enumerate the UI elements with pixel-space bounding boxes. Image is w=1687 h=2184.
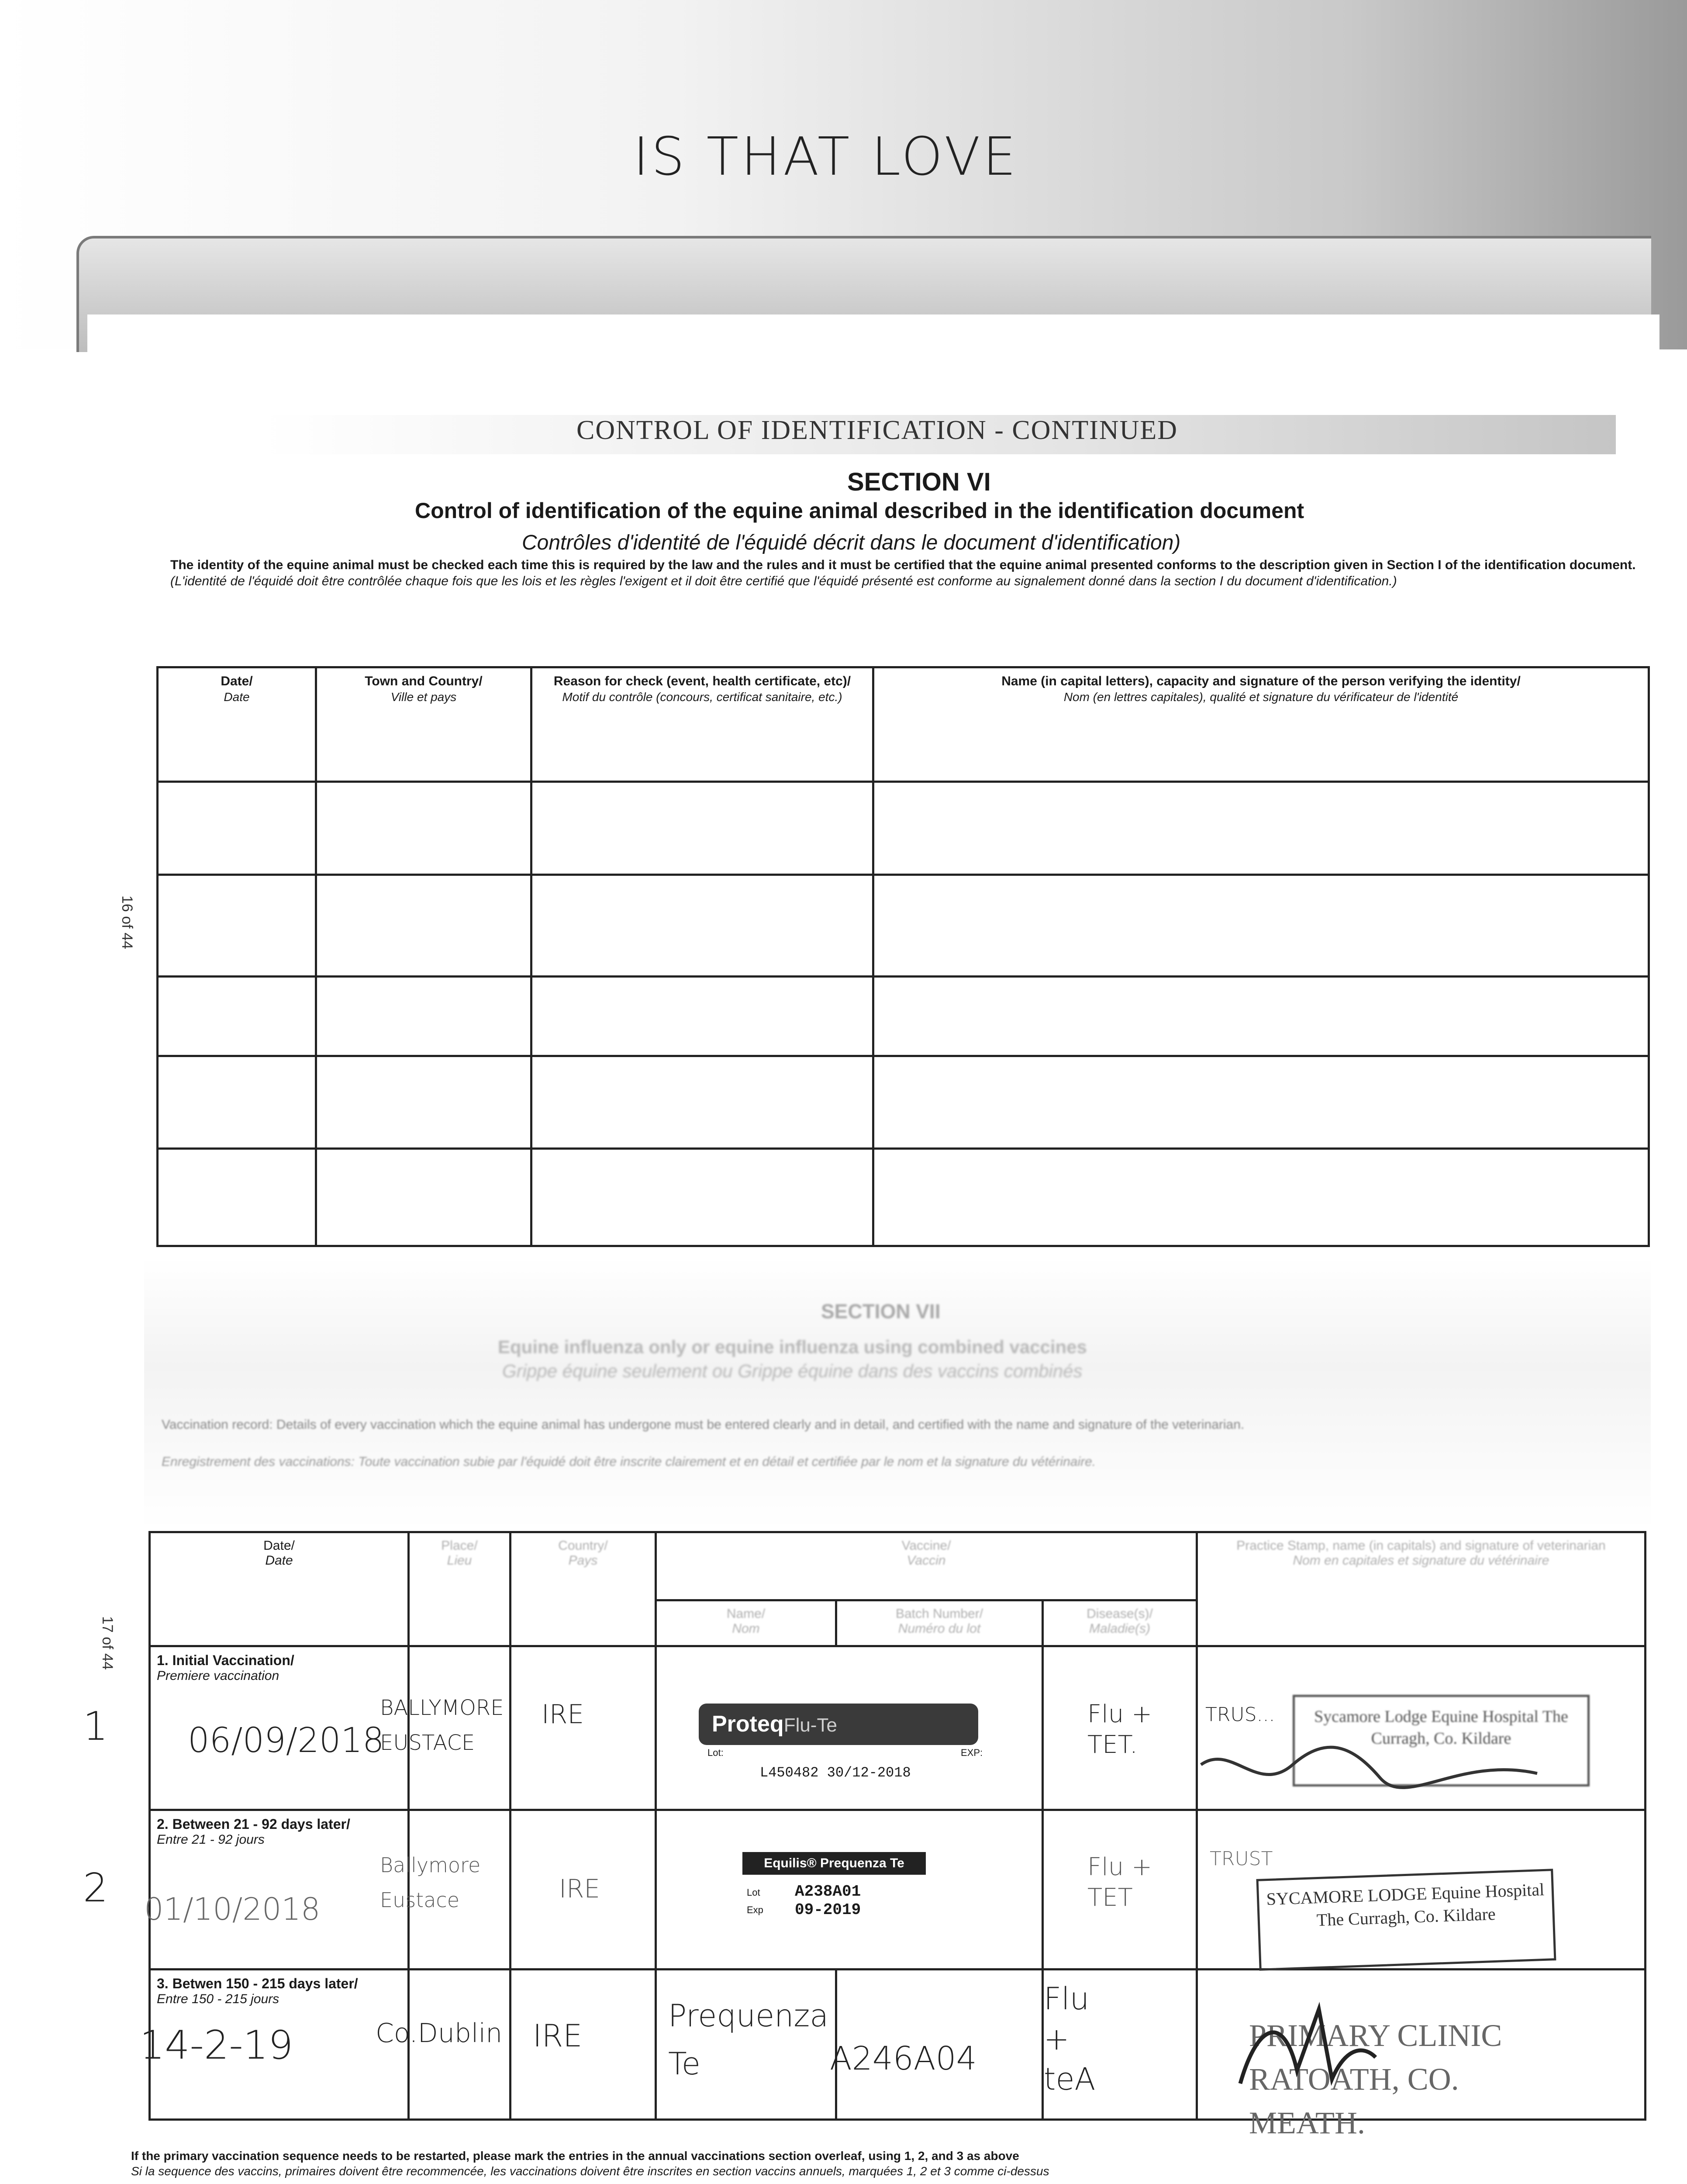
table-row <box>158 1149 1649 1246</box>
vet-signature-2: TRUST <box>1210 1848 1273 1870</box>
section-vii-heading: SECTION VII <box>821 1300 941 1323</box>
vac-col-vaccine: Vaccine/ Vaccin <box>656 1532 1197 1600</box>
vaccination-label-1: 1. Initial Vaccination/ Premiere vaccination <box>150 1646 409 1810</box>
row-mark-1: 1 <box>83 1704 108 1749</box>
batch-number-1: L450482 30/12-2018 <box>760 1765 911 1781</box>
table-row <box>158 976 1649 1056</box>
section-subtitle-en: Control of identification of the equine animal described in the identification document <box>415 498 1304 523</box>
practice-stamp-2: SYCAMORE LODGE Equine Hospital The Curragh, Co. Kildare <box>1256 1869 1556 1971</box>
diseases-3: Flu + teA <box>1044 1981 1096 2097</box>
col-verifier: Name (in capital letters), capacity and signature of the person verifying the identity/ Nom (en lettres capitales), qualité et signature du vérificateur de l'identité <box>873 667 1649 782</box>
vaccination-header-row <box>150 1532 1646 1600</box>
identity-table-header <box>158 667 1649 782</box>
section-subtitle-fr: Contrôles d'identité de l'équidé décrit dans le document d'identification) <box>522 531 1181 554</box>
vaccination-date-3: 14-2-19 <box>140 2022 293 2068</box>
page-number-lower: 17 of 44 <box>99 1616 116 1670</box>
intro-paragraph <box>170 557 1646 589</box>
table-row <box>158 1056 1649 1149</box>
vac-col-place: Place/ Lieu <box>409 1532 511 1646</box>
page-number-upper: 16 of 44 <box>119 895 135 949</box>
vaccination-place-3: Co.Dublin <box>376 2018 503 2049</box>
vac-col-vet: Practice Stamp, name (in capitals) and signature of veterinarian Nom en capitales et signature du vétérinaire <box>1197 1532 1646 1646</box>
col-reason: Reason for check (event, health certificate, etc)/ Motif du contrôle (concours, certificat sanitaire, etc.) <box>531 667 873 782</box>
vaccination-country-1: IRE <box>542 1699 584 1730</box>
lot-prefix-2: Lot <box>747 1887 760 1898</box>
intro-en: The identity of the equine animal must be checked each time this is required by the law and the rules and it must be certified that the equine animal presented conforms to the description given in Section I of the identification document. <box>170 558 1636 572</box>
practice-stamp-3: PRIMARY CLINIC RATOATH, CO. MEATH. <box>1249 2018 1502 2140</box>
batch-number-3: A246A04 <box>830 2040 977 2077</box>
vac-col-diseases: Disease(s)/ Maladie(s) <box>1043 1600 1197 1646</box>
vac-col-date: Date/ Date <box>150 1532 409 1646</box>
batch-number-2: A238A01 09-2019 <box>795 1883 861 1919</box>
table-row <box>158 874 1649 976</box>
vac-col-batch: Batch Number/ Numéro du lot <box>836 1600 1043 1646</box>
intro-fr: (L'identité de l'équidé doit être contrôlée chaque fois que les lois et les règles l'exigent et il doit être certifié que l'équidé présenté est conforme au signalement donné dans la section I du document d'identification.) <box>170 574 1397 588</box>
vaccination-label-2: 2. Between 21 - 92 days later/ Entre 21 - 92 jours <box>150 1810 409 1969</box>
footer-note-fr: Si la sequence des vaccins, primaires doivent être recommencée, les vaccinations doivent être inscrites en section vaccins annuels, marquées 1, 2 et 3 comme ci-dessus <box>131 2164 1049 2178</box>
vaccine-name-3: Prequenza Te <box>668 1998 829 2082</box>
vaccination-record-fr: Enregistrement des vaccinations: Toute vaccination subie par l'équidé doit être inscrite clairement et en détail et certifiée par le nom et la signature du vétérinaire. <box>162 1455 1096 1469</box>
diseases-2: Flu + TET <box>1087 1853 1152 1912</box>
signature-scribble-3 <box>1232 1996 1380 2105</box>
signature-scribble-1 <box>1197 1738 1546 1800</box>
vaccination-country-3: IRE <box>533 2018 583 2054</box>
col-date: Date/ Date <box>158 667 316 782</box>
vaccination-country-2: IRE <box>559 1874 600 1904</box>
vaccination-date-1: 06/09/2018 <box>188 1721 384 1760</box>
exp-label-1: EXP: <box>961 1747 983 1758</box>
footer-note-en: If the primary vaccination sequence needs to be restarted, please mark the entries in the annual vaccinations section overleaf, using 1, 2, and 3 as above <box>131 2149 1019 2163</box>
table-row <box>158 782 1649 875</box>
page-title: CONTROL OF IDENTIFICATION - CONTINUED <box>576 415 1178 445</box>
practice-stamp-1: Sycamore Lodge Equine Hospital The Curragh, Co. Kildare <box>1293 1695 1590 1787</box>
vaccination-label-3: 3. Betwen 150 - 215 days later/ Entre 150 - 215 jours <box>150 1969 409 2119</box>
lot-label-1: Lot: <box>707 1747 724 1758</box>
vaccination-date-2: 01/10/2018 <box>144 1891 321 1927</box>
faded-section-area <box>144 1258 1651 1529</box>
vaccine-sticker-2: Equilis® Prequenza Te <box>742 1852 926 1875</box>
row-mark-2: 2 <box>83 1865 108 1911</box>
vaccination-place-1: BALLYMORE EUSTACE <box>380 1696 504 1755</box>
section-vii-subtitle-fr: Grippe équine seulement ou Grippe équine dans des vaccins combinés <box>502 1361 1083 1381</box>
diseases-1: Flu + TET. <box>1087 1700 1152 1759</box>
identity-check-table <box>156 666 1650 1247</box>
vet-signature-1: TRUS... <box>1205 1704 1275 1726</box>
vaccination-record-en: Vaccination record: Details of every vaccination which the equine animal has undergone must be entered clearly and in detail, and certified with the name and signature of the veterinarian. <box>162 1417 1245 1432</box>
section-vii-subtitle-en: Equine influenza only or equine influenza using combined vaccines <box>498 1337 1087 1357</box>
vaccine-sticker-1: ProteqFlu-Te <box>699 1704 978 1745</box>
section-heading: SECTION VI <box>847 468 991 496</box>
vac-col-country: Country/ Pays <box>511 1532 656 1646</box>
vaccination-place-2: Ballymore Eustace <box>380 1853 481 1912</box>
exp-prefix-2: Exp <box>747 1904 763 1915</box>
col-town-country: Town and Country/ Ville et pays <box>316 667 531 782</box>
handwritten-horse-name: IS THAT LOVE <box>633 127 1019 187</box>
vac-col-name: Name/ Nom <box>656 1600 836 1646</box>
